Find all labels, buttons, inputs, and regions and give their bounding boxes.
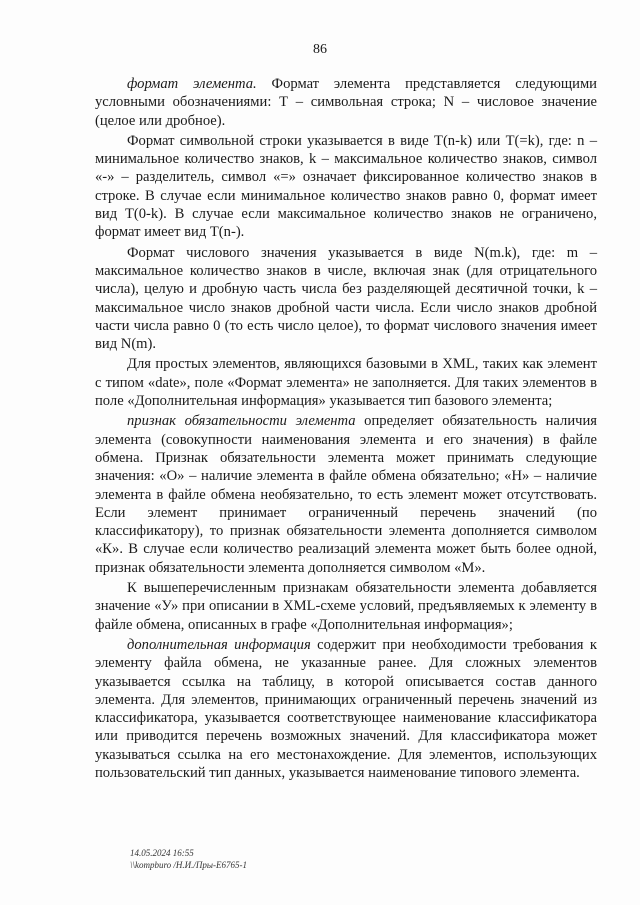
paragraph-mandatory-sign-text: определяет обязательность наличия элемента (совокупности наименования элемента и его значения) в файле обмена. Признак обязательности элемента может принимать следующие значения: «О» – наличие элемента в файле обмена обязательно; «Н» – наличие элемента в файле обмена необязательно, то есть элемент может отсутствовать. Если элемент принимает ограниченный перечень значений (по классификатору), то признак обязательности элемента дополняется символом «К». В случае если количество реализаций элемента может быть более одной, признак обязательности элемента дополняется символом «М». (95, 413, 597, 576)
term-element-format: формат элемента. (127, 76, 257, 92)
term-additional-info: дополнительная информация (127, 636, 311, 653)
paragraph-value-u: К вышеперечисленным признакам обязательности элемента добавляется значение «У» при описании в XML-схеме условий, предъявляемых к элементу в файле обмена, описанных в графе «Дополнительная информация»; (95, 580, 597, 633)
paragraph-number-format: Формат числового значения указывается в виде N(m.k), где: m – максимальное количество знаков в числе, включая знак (для отрицательного числа), целую и дробную часть числа без разделяющей десятичной точки, k – максимальное число знаков дробной части числа. Если число знаков дробной части числа равно 0 (то есть число целое), то формат числового значения имеет вид N(m). (95, 244, 597, 353)
footer-stamp (130, 847, 247, 871)
page-number: 86 (313, 42, 327, 57)
paragraph-mandatory-sign (95, 412, 597, 577)
paragraph-element-format (95, 75, 597, 130)
paragraph-element-format-text: Формат элемента представляется следующими условными обозначениями: Т – символьная строка; N – числовое значение (целое или дробное). (95, 76, 597, 129)
paragraph-additional-info-text: содержит при необходимости требования к элементу файла обмена, не указанные ранее. Для сложных элементов указывается ссылка на таблицу, в которой описывается состав данного элемента. Для элементов, принимающих ограниченный перечень значений из классификатора, указывается соответствующее наименование классификатора или приводится перечень возможных значений. Для классификатора может указываться ссылка на его местонахождение. Для элементов, использующих пользовательский тип данных, указывается наименование типового элемента. (95, 636, 597, 781)
paragraph-string-format: Формат символьной строки указывается в виде T(n-k) или T(=k), где: n – минимальное количество знаков, k – максимальное количество знаков, символ «-» – разделитель, символ «=» означает фиксированное количество знаков в строке. В случае если минимальное количество знаков равно 0, формат имеет вид T(0-k). В случае если максимальное количество знаков не ограничено, формат имеет вид T(n-). (95, 132, 597, 241)
footer-file-path: \\kompburo /Н.И./Пры-Е6765-1 (130, 860, 247, 870)
body-text (95, 75, 597, 784)
paragraph-simple-elements: Для простых элементов, являющихся базовыми в XML, таких как элемент с типом «date», поле «Формат элемента» не заполняется. Для таких элементов в поле «Дополнительная информация» указывается тип базового элемента; (95, 356, 597, 410)
term-mandatory-sign: признак обязательности элемента (127, 413, 356, 430)
footer-timestamp: 14.05.2024 16:55 (130, 848, 194, 858)
paragraph-additional-info (95, 636, 597, 782)
